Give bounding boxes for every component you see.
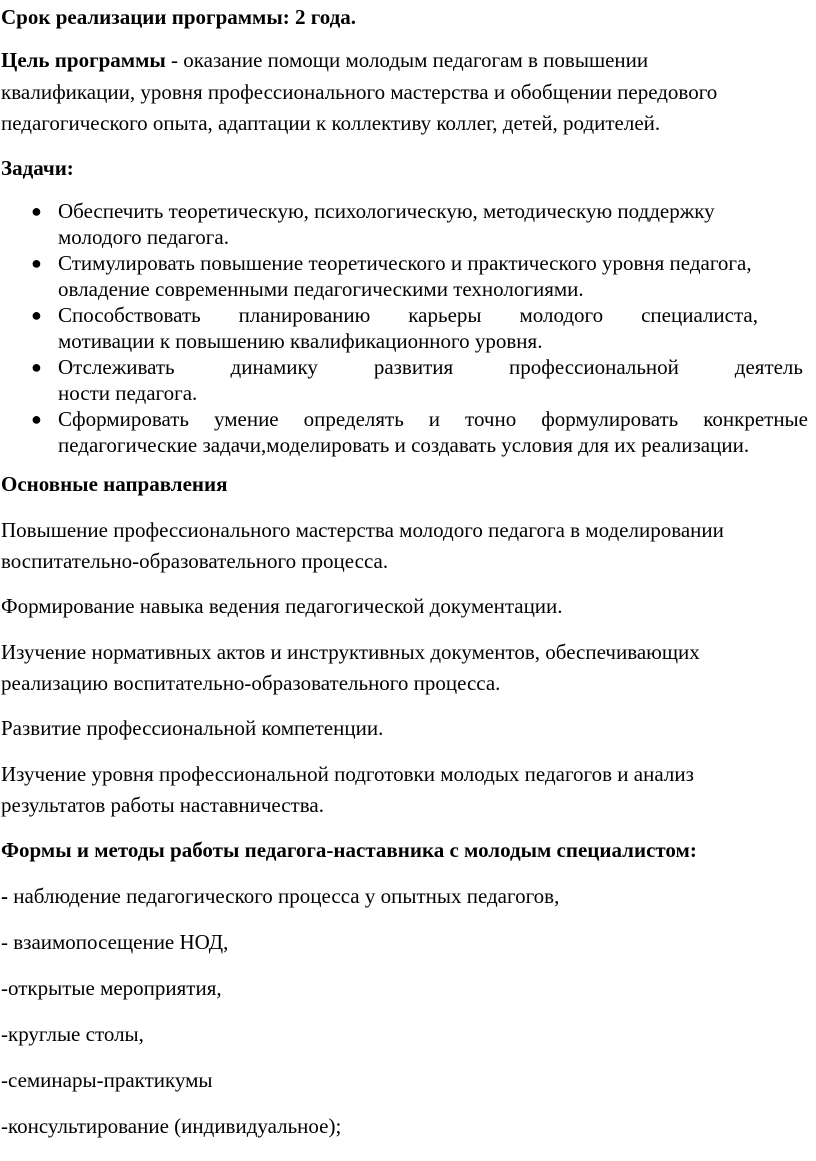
- list-item: [0, 302, 812, 354]
- list-item: [0, 250, 812, 302]
- list-item: [0, 354, 812, 406]
- bullet-icon: ●: [31, 409, 42, 429]
- tasks-heading: Задачи:: [1, 156, 74, 180]
- task-1-line2: молодого педагога.: [58, 225, 229, 249]
- list-item: [0, 198, 812, 250]
- form-item-2: - взаимопосещение НОД,: [1, 930, 229, 954]
- task-2-line1: Стимулировать повышение теоретического и практического уровня педагога,: [58, 251, 752, 275]
- form-item-3: -открытые мероприятия,: [1, 976, 222, 1000]
- form-item-1-dash: -: [1, 884, 8, 908]
- goal-paragraph-line1: [1, 45, 648, 76]
- goal-label: Цель программы: [1, 48, 166, 72]
- forms-heading: Формы и методы работы педагога-наставника с молодым специалистом:: [1, 838, 697, 862]
- task-5-line1: Сформировать умение определять и точно формулировать конкретные: [58, 407, 808, 431]
- form-item-5: -семинары-практикумы: [1, 1068, 213, 1092]
- task-2-line2: овладение современными педагогическими технологиями.: [58, 277, 584, 301]
- list-item: [0, 406, 812, 458]
- form-item-6: -консультирование (индивидуальное);: [1, 1114, 342, 1138]
- bullet-icon: ●: [31, 305, 42, 325]
- form-item-4: -круглые столы,: [1, 1022, 144, 1046]
- form-item-1: [1, 881, 559, 912]
- direction-2: Формирование навыка ведения педагогической документации.: [1, 594, 563, 618]
- goal-text-line1: - оказание помощи молодым педагогам в повышении: [165, 48, 649, 72]
- bullet-icon: ●: [31, 357, 42, 377]
- goal-text-line3: педагогического опыта, адаптации к коллективу коллег, детей, родителей.: [1, 111, 661, 135]
- bullet-icon: ●: [31, 201, 42, 221]
- direction-1-line2: воспитательно-образовательного процесса.: [1, 549, 389, 573]
- direction-3-line1: Изучение нормативных актов и инструктивных документов, обеспечивающих: [1, 640, 700, 664]
- task-1-line1: Обеспечить теоретическую, психологическую, методическую поддержку: [58, 199, 715, 223]
- program-term: Срок реализации программы: 2 года.: [1, 5, 357, 29]
- bullet-icon: ●: [31, 253, 42, 273]
- task-4-line1: Отслеживать динамику развития профессиональной деятель: [58, 355, 803, 379]
- goal-text-line2: квалификации, уровня профессионального мастерства и обобщении передового: [1, 80, 718, 104]
- direction-5-line1: Изучение уровня профессиональной подготовки молодых педагогов и анализ: [1, 762, 694, 786]
- direction-3-line2: реализацию воспитательно-образовательного процесса.: [1, 671, 501, 695]
- task-3-line1: Способствовать планированию карьеры молодого специалиста,: [58, 303, 758, 327]
- direction-1-line1: Повышение профессионального мастерства молодого педагога в моделировании: [1, 518, 724, 542]
- task-3-line2: мотивации к повышению квалификационного уровня.: [58, 329, 543, 353]
- direction-4: Развитие профессиональной компетенции.: [1, 716, 384, 740]
- task-5-line2: педагогические задачи,моделировать и создавать условия для их реализации.: [58, 433, 750, 457]
- directions-heading: Основные направления: [1, 472, 228, 496]
- task-4-line2: ности педагога.: [58, 381, 198, 405]
- direction-5-line2: результатов работы наставничества.: [1, 793, 324, 817]
- form-item-1-text: наблюдение педагогического процесса у опытных педагогов,: [8, 884, 560, 908]
- tasks-list: [0, 198, 812, 458]
